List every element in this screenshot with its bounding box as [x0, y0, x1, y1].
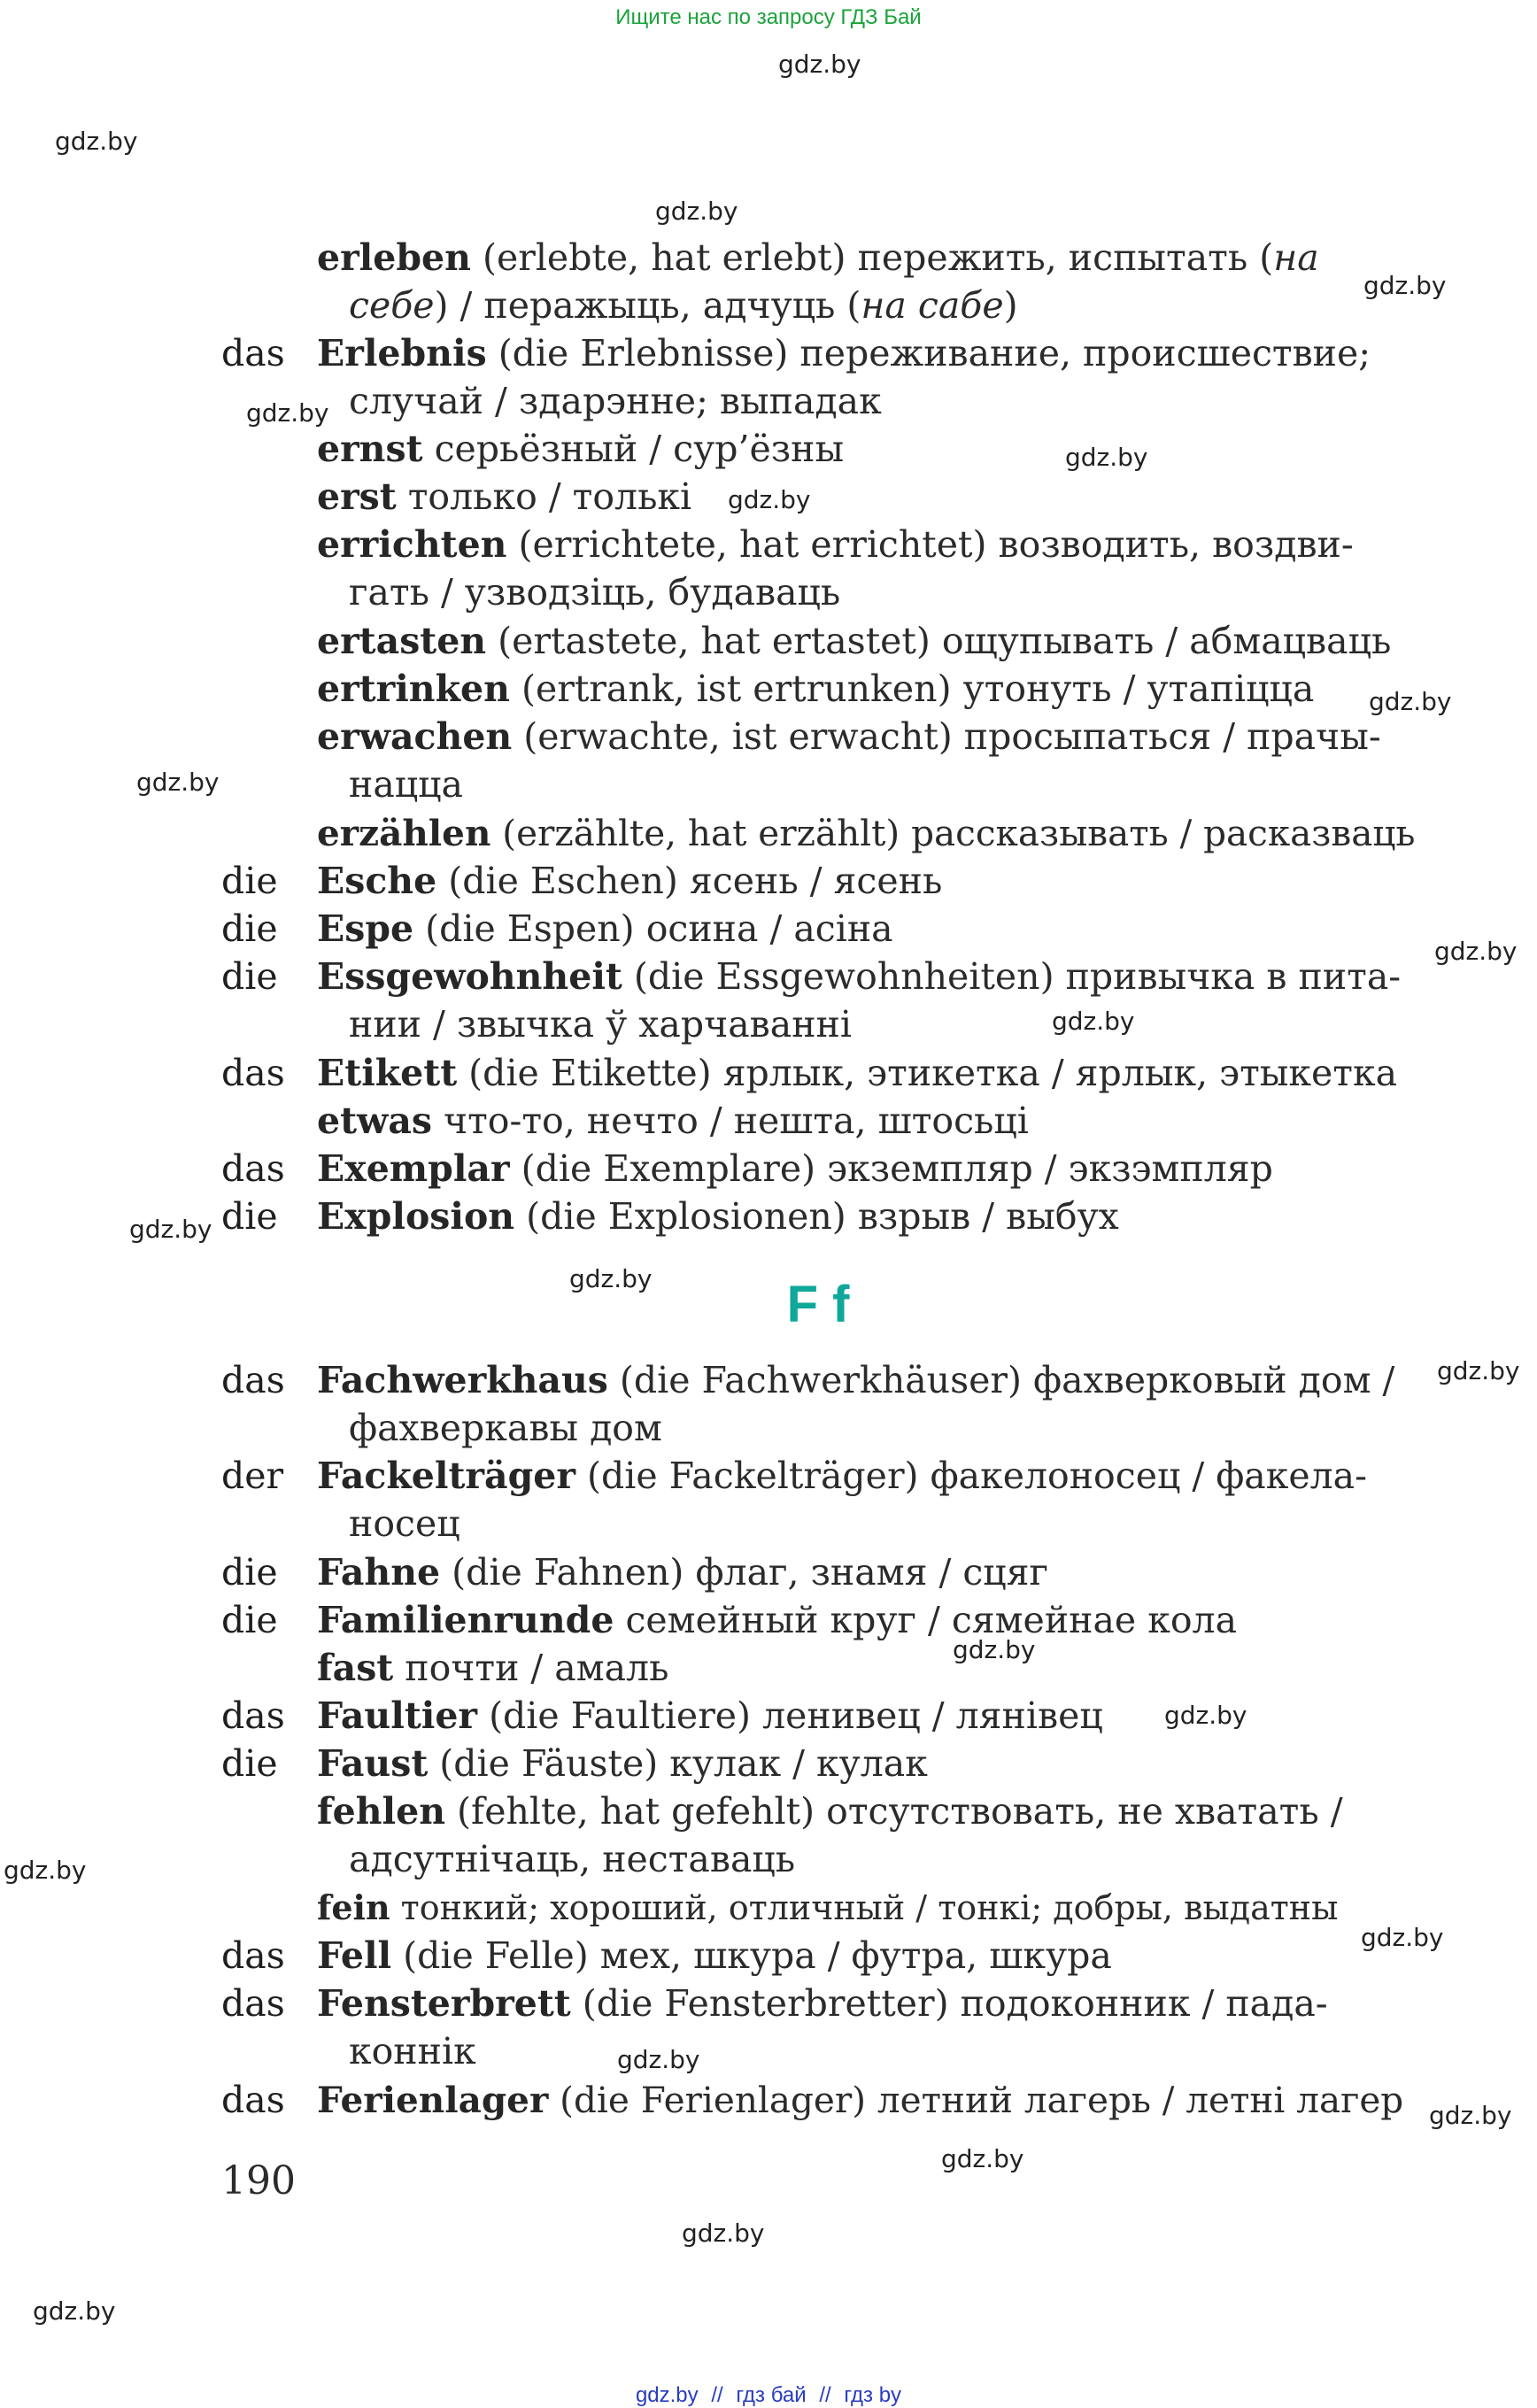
definition: (die Fachwerkhäuser) фахверковый дом / — [607, 1359, 1395, 1401]
top-banner[interactable]: Ищите нас по запросу ГДЗ Бай — [615, 5, 922, 29]
headword: Faultier — [317, 1694, 478, 1737]
definition: (die Fäuste) кулак / кулак — [428, 1742, 928, 1785]
entry-line — [317, 329, 1371, 377]
entry-line — [317, 713, 1381, 760]
definition: (errichtete, hat errichtet) возводить, воздви- — [506, 523, 1354, 566]
article: die — [221, 1599, 278, 1641]
entry-line — [317, 1932, 1112, 1980]
article: das — [221, 2079, 285, 2121]
definition: (die Etikette) ярлык, этикетка / ярлык, этыкетка — [457, 1052, 1398, 1094]
definition: почти / амаль — [393, 1647, 669, 1689]
watermark: gdz.by — [953, 1635, 1036, 1664]
footer-link-gdz-by-ru[interactable]: гдз by — [844, 2383, 902, 2407]
watermark: gdz.by — [1369, 687, 1452, 716]
entry-line — [317, 1145, 1273, 1192]
entry-line — [317, 953, 1401, 1000]
page-number: 190 — [221, 2158, 296, 2203]
entry-line — [317, 905, 893, 953]
definition: (ertrank, ist ertrunken) утонуть / утапіцца — [509, 668, 1315, 710]
watermark: gdz.by — [778, 50, 861, 79]
entry-line — [317, 1787, 1343, 1835]
definition: только / толькі — [396, 475, 692, 518]
headword: Esche — [317, 860, 437, 902]
definition: ) — [1003, 284, 1018, 327]
headword: Fell — [317, 1934, 392, 1977]
watermark: gdz.by — [1164, 1701, 1247, 1730]
definition: (die Ferienlager) летний лагерь / летні лагер — [548, 2079, 1404, 2121]
watermark: gdz.by — [569, 1264, 653, 1293]
article: das — [221, 1982, 285, 2025]
entry-continuation: нацца — [349, 763, 463, 806]
definition: серьёзный / сур’ёзны — [422, 428, 845, 470]
article: die — [221, 1742, 278, 1785]
entry-line — [317, 2076, 1403, 2124]
headword: Explosion — [317, 1195, 515, 1238]
article: die — [221, 1195, 278, 1238]
watermark: gdz.by — [1429, 2101, 1512, 2130]
entry-line — [317, 1452, 1367, 1500]
definition: (die Felle) мех, шкура / футра, шкура — [391, 1934, 1112, 1977]
definition: (die Fensterbretter) подоконник / пада- — [570, 1982, 1328, 2025]
watermark: gdz.by — [655, 197, 738, 226]
entry-line — [317, 1644, 668, 1692]
article: das — [221, 1694, 285, 1737]
entry-continuation: гать / узводзіць, будаваць — [349, 571, 841, 614]
watermark: gdz.by — [728, 485, 811, 514]
entry-continuation: случай / здарэнне; выпадак — [349, 380, 882, 422]
entry-line — [317, 857, 942, 905]
footer-separator: // — [819, 2383, 831, 2407]
headword: Fackelträger — [317, 1455, 575, 1497]
entry-line — [317, 1548, 1048, 1596]
watermark: gdz.by — [617, 2045, 700, 2074]
article: das — [221, 332, 285, 374]
headword: Espe — [317, 907, 414, 950]
entry-line — [317, 1740, 928, 1787]
section-letter: F f — [786, 1276, 850, 1333]
definition: (die Faultiere) ленивец / лянівец — [477, 1694, 1103, 1737]
definition: (erwachte, ist erwacht) просыпаться / прачы- — [512, 715, 1381, 758]
definition: ) / перажыць, адчуць ( — [434, 284, 861, 327]
watermark: gdz.by — [1052, 1007, 1135, 1036]
headword: Familienrunde — [317, 1599, 614, 1641]
watermark: gdz.by — [682, 2219, 765, 2248]
headword: ertasten — [317, 620, 487, 662]
entry-line — [317, 1596, 1237, 1644]
entry-line — [317, 1097, 1029, 1145]
entry-continuation: нии / звычка ў харчаванні — [349, 1003, 852, 1046]
entry-line — [317, 521, 1354, 568]
headword: Faust — [317, 1742, 429, 1785]
definition-italic: на сабе — [861, 284, 1004, 327]
entry-line — [317, 1884, 1338, 1932]
article: die — [221, 955, 278, 998]
watermark: gdz.by — [33, 2296, 116, 2326]
definition-italic: на — [1273, 236, 1319, 279]
headword: Etikett — [317, 1052, 458, 1094]
entry-line — [317, 1192, 1119, 1240]
definition: (die Essgewohnheiten) привычка в пита- — [622, 955, 1402, 998]
watermark: gdz.by — [1437, 1356, 1520, 1385]
bottom-links — [0, 2383, 1537, 2408]
watermark: gdz.by — [55, 127, 138, 156]
headword: erzählen — [317, 812, 491, 854]
definition: что-то, нечто / нешта, штосьці — [431, 1100, 1029, 1142]
headword: erleben — [317, 236, 471, 279]
definition: (die Eschen) ясень / ясень — [436, 860, 943, 902]
article: die — [221, 907, 278, 950]
entry-line — [317, 809, 1415, 857]
headword: fehlen — [317, 1790, 446, 1833]
headword: Fensterbrett — [317, 1982, 571, 2025]
definition: (ertastete, hat ertastet) ощупывать / абмацваць — [486, 620, 1392, 662]
entry-continuation — [349, 282, 1018, 329]
definition: (fehlte, hat gefehlt) отсутствовать, не хватать / — [445, 1790, 1343, 1833]
definition: (die Erlebnisse) переживание, происшествие; — [486, 332, 1371, 374]
headword: erwachen — [317, 715, 513, 758]
entry-line — [317, 1692, 1103, 1740]
definition: тонкий; хороший, отличный / тонкі; добры, выдатны — [390, 1888, 1339, 1927]
headword: Exemplar — [317, 1147, 510, 1190]
definition: (die Explosionen) взрыв / выбух — [514, 1195, 1119, 1238]
entry-line — [317, 1356, 1394, 1404]
definition: семейный круг / сямейнае кола — [614, 1599, 1238, 1641]
watermark: gdz.by — [941, 2144, 1024, 2173]
headword: Fahne — [317, 1551, 441, 1594]
article: das — [221, 1052, 285, 1094]
headword: Erlebnis — [317, 332, 487, 374]
watermark: gdz.by — [129, 1215, 212, 1244]
watermark: gdz.by — [1363, 271, 1447, 300]
definition: (die Fahnen) флаг, знамя / сцяг — [440, 1551, 1049, 1594]
watermark: gdz.by — [1361, 1923, 1444, 1952]
entry-line — [317, 1980, 1328, 2027]
article: das — [221, 1147, 285, 1190]
headword: etwas — [317, 1100, 432, 1142]
footer-separator: // — [711, 2383, 723, 2407]
headword: fast — [317, 1647, 394, 1689]
article: der — [221, 1455, 284, 1497]
watermark: gdz.by — [4, 1856, 87, 1885]
watermark: gdz.by — [1065, 443, 1148, 472]
definition: (die Fackelträger) факелоносец / факела- — [575, 1455, 1367, 1497]
entry-line — [317, 234, 1319, 282]
definition: (die Exemplare) экземпляр / экзэмпляр — [509, 1147, 1273, 1190]
entry-line — [317, 617, 1391, 665]
entry-continuation: адсутнічаць, неставаць — [349, 1838, 796, 1880]
headword: Ferienlager — [317, 2079, 549, 2121]
watermark: gdz.by — [136, 768, 220, 797]
article: das — [221, 1934, 285, 1977]
headword: fein — [317, 1887, 390, 1927]
entry-continuation: коннік — [349, 2030, 476, 2072]
entry-line — [317, 473, 691, 521]
definition-italic: себе — [349, 284, 435, 327]
entry-continuation: носец — [349, 1502, 460, 1545]
headword: errichten — [317, 523, 507, 566]
footer-link-gdz-bai[interactable]: гдз бай — [736, 2383, 807, 2407]
entry-line — [317, 1049, 1397, 1097]
footer-link-gdz-by[interactable]: gdz.by — [635, 2383, 699, 2407]
entry-continuation: фахверкавы дом — [349, 1407, 662, 1449]
definition: (erzählte, hat erzählt) рассказывать / расказваць — [490, 812, 1416, 854]
headword: erst — [317, 475, 397, 518]
article: die — [221, 1551, 278, 1594]
definition: (die Espen) осина / асіна — [413, 907, 893, 950]
watermark: gdz.by — [1434, 937, 1518, 966]
article: die — [221, 860, 278, 902]
headword: ernst — [317, 428, 423, 470]
article: das — [221, 1359, 285, 1401]
entry-line — [317, 665, 1314, 713]
entry-line — [317, 425, 844, 473]
headword: Essgewohnheit — [317, 955, 622, 998]
definition: (erlebte, hat erlebt) пережить, испытать ( — [470, 236, 1274, 279]
headword: Fachwerkhaus — [317, 1359, 608, 1401]
watermark: gdz.by — [246, 398, 329, 428]
headword: ertrinken — [317, 668, 510, 710]
